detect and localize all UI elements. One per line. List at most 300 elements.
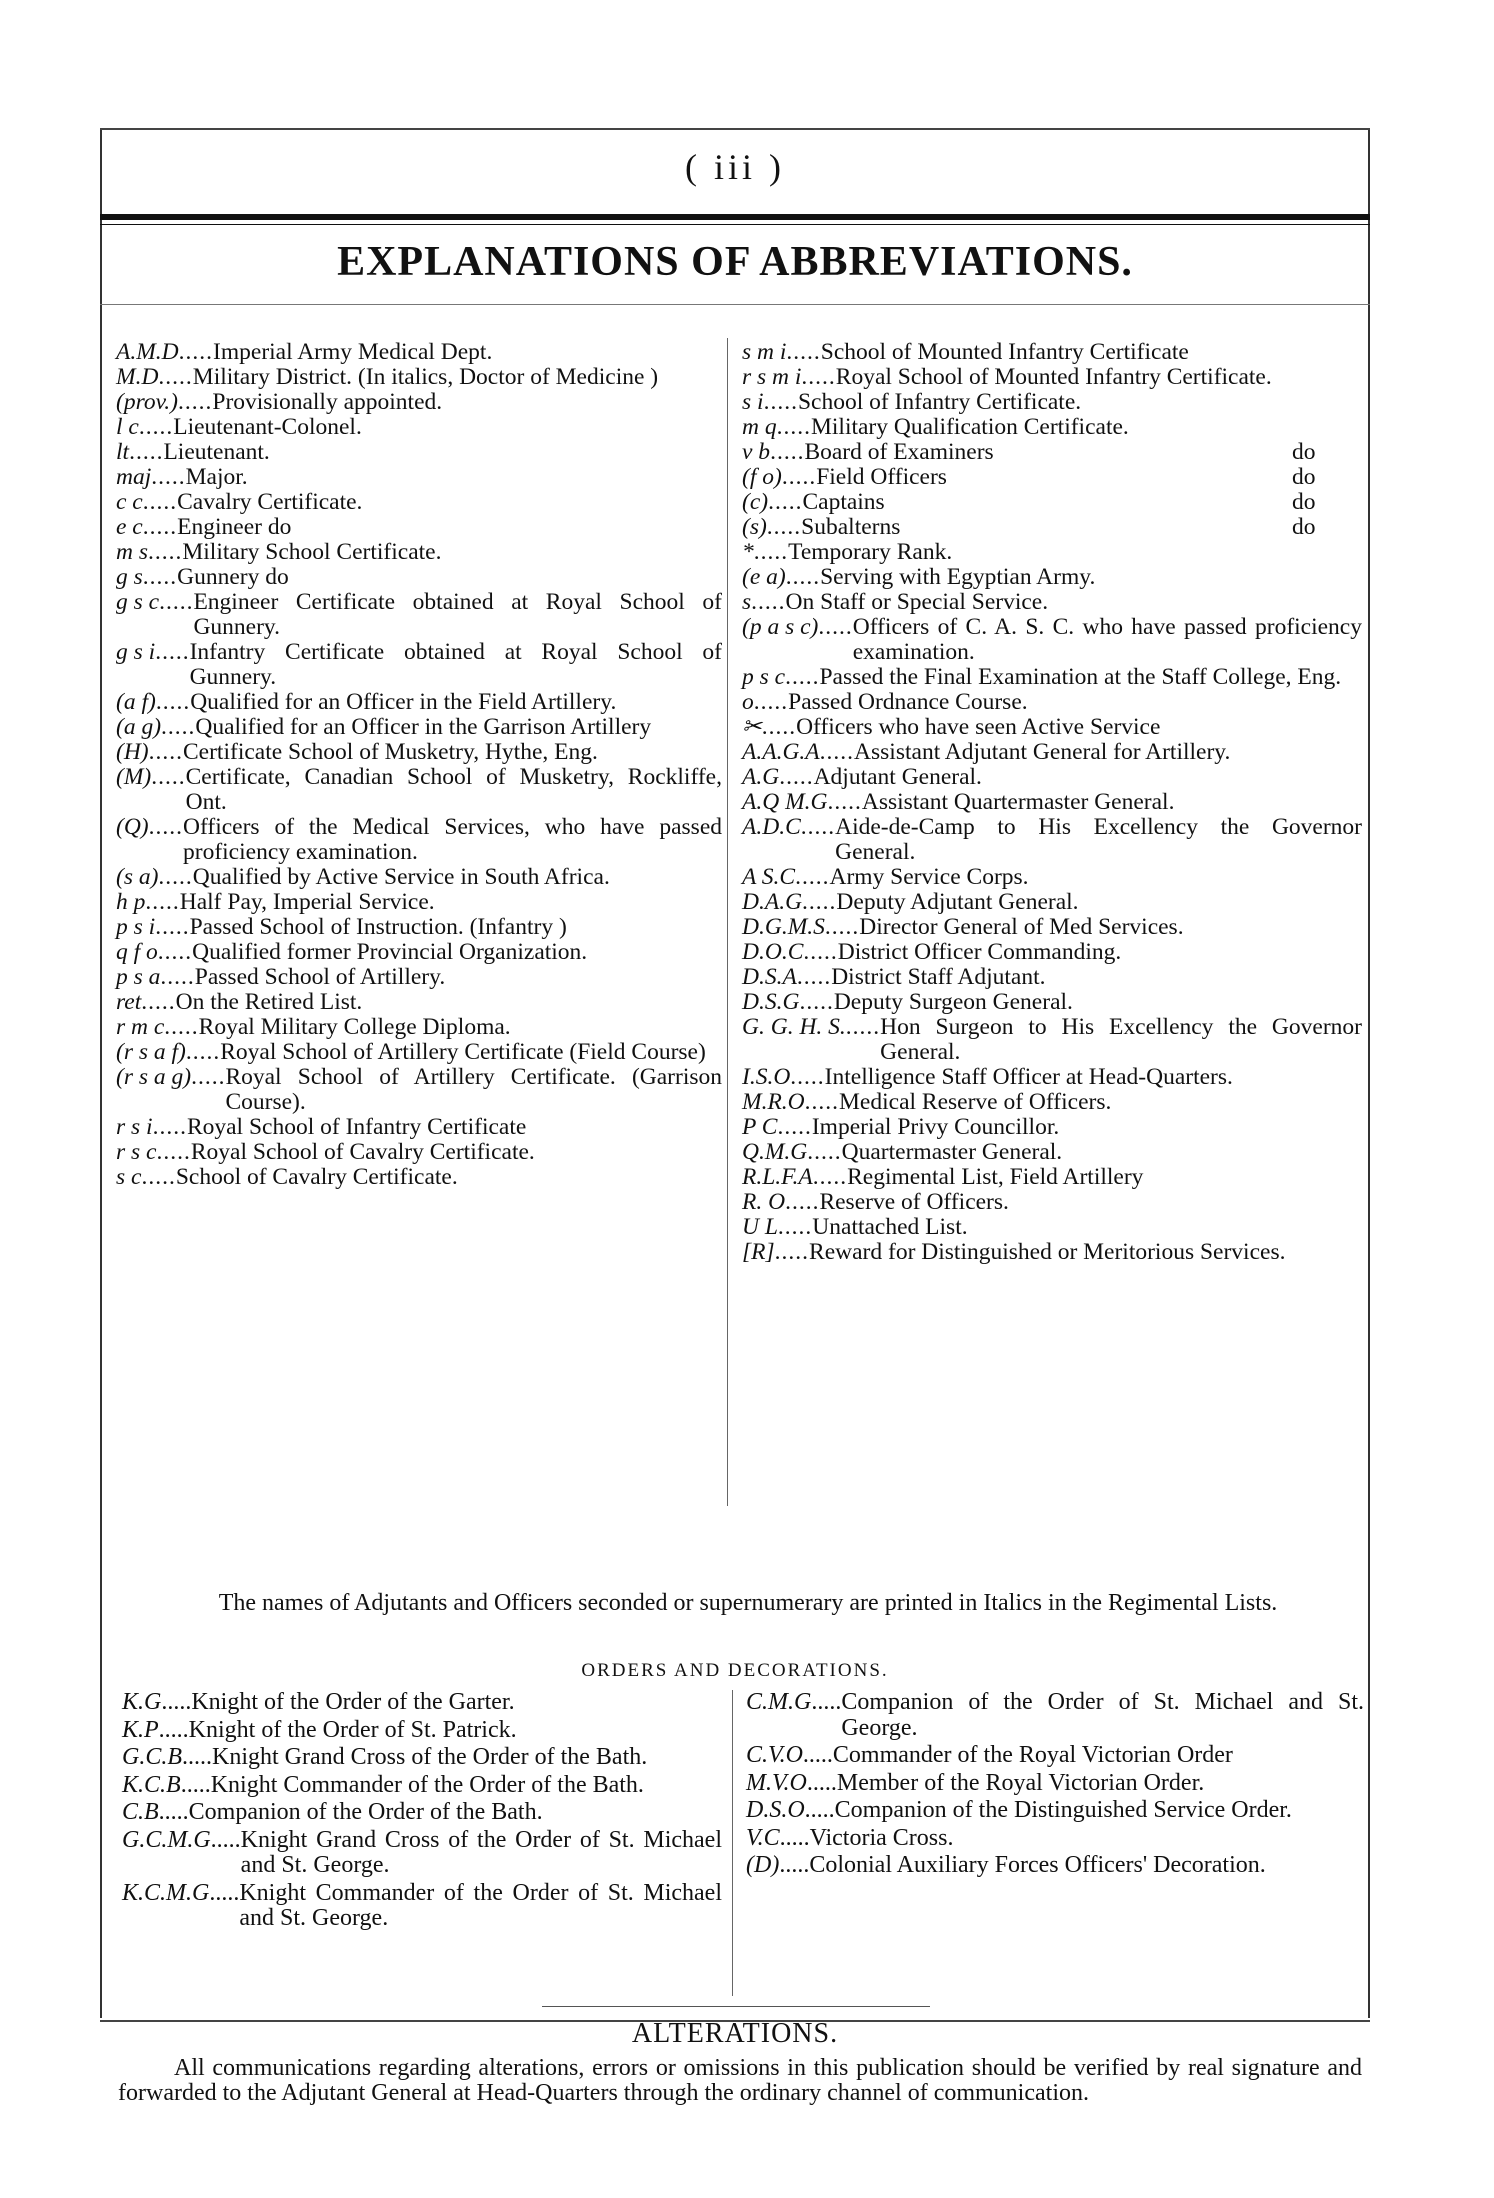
abbreviation: I.S.O [742, 1064, 791, 1090]
abbreviation: (e a) [742, 564, 786, 590]
ditto-mark: do [1292, 464, 1316, 490]
abbreviation-definition: Qualified former Provincial Organization. [192, 939, 588, 965]
abbreviation-entry [122, 1828, 722, 1879]
abbreviation: p s i [116, 914, 156, 940]
abbreviation-definition: Commander of the Royal Victorian Order [832, 1742, 1233, 1768]
abbreviation: G.C.M.G [122, 1826, 211, 1853]
abbreviation: M.V.O [746, 1769, 807, 1796]
abbreviation: r s c [116, 1139, 157, 1165]
abbreviation-entry [746, 1826, 1364, 1852]
column-separator [727, 338, 728, 1506]
leader-dots: ..... [777, 1114, 812, 1140]
leader-dots: ..... [804, 1089, 840, 1115]
abbreviation-definition: Captains [802, 489, 885, 515]
leader-dots: ..... [779, 1824, 810, 1851]
abbreviation: D.S.A [742, 964, 797, 990]
abbreviation-entry [746, 1798, 1364, 1824]
abbreviation-definition: Gunnery do [177, 564, 289, 590]
leader-dots: ..... [158, 364, 193, 390]
leader-dots: ..... [786, 339, 821, 365]
abbreviation-definition: Provisionally appointed. [212, 389, 443, 415]
abbreviation-entry [742, 715, 1362, 740]
abbreviation-definition: Assistant Adjutant General for Artillery. [854, 739, 1231, 765]
ditto-mark: do [1292, 489, 1316, 515]
abbreviation-definition: Royal Military College Diploma. [198, 1014, 511, 1040]
abbreviation-entry [742, 740, 1362, 765]
abbreviation: R. O [742, 1189, 786, 1215]
abbreviation-entry [122, 1718, 722, 1744]
leader-dots: ..... [148, 739, 183, 765]
orders-right-column [746, 1690, 1364, 1881]
header-rule-thin [100, 224, 1370, 225]
abbreviations-right-column [742, 340, 1362, 1265]
abbreviation: (a f) [116, 689, 156, 715]
abbreviation-entry [116, 640, 722, 690]
leader-dots: ..... [819, 739, 855, 765]
abbreviation-entry [742, 565, 1362, 590]
abbreviation-entry [746, 1853, 1364, 1879]
leader-dots: ..... [753, 689, 789, 715]
abbreviation-entry [116, 365, 722, 390]
abbreviation-entry [116, 740, 722, 765]
abbreviation: P C [742, 1114, 778, 1140]
abbreviation-entry [742, 865, 1362, 890]
abbreviation: V.C [746, 1824, 780, 1851]
abbreviation-entry [116, 515, 722, 540]
leader-dots: ..... [155, 914, 190, 940]
abbreviation-definition: School of Mounted Infantry Certificate [820, 339, 1189, 365]
leader-dots: ..... [845, 1014, 881, 1040]
top-border [100, 128, 1370, 130]
abbreviation-definition: Imperial Privy Councillor. [811, 1114, 1060, 1140]
abbreviation-entry [742, 590, 1362, 615]
abbreviation-entry [742, 765, 1362, 790]
abbreviation-entry [746, 1743, 1364, 1769]
abbreviation-entry [742, 615, 1362, 665]
leader-dots: ..... [158, 864, 193, 890]
abbreviation: (prov.) [116, 389, 178, 415]
orders-column-separator [732, 1690, 733, 1996]
abbreviation: r s i [116, 1114, 153, 1140]
leader-dots: ..... [785, 564, 821, 590]
abbreviation: A.A.G.A [742, 739, 820, 765]
abbreviation-definition: Royal School of Mounted Infantry Certificate. [835, 364, 1272, 390]
abbreviation-entry [742, 540, 1362, 565]
abbreviation-definition: Colonial Auxiliary Forces Officers' Decoration. [809, 1852, 1266, 1878]
leader-dots: ..... [774, 1239, 810, 1265]
abbreviation: D.A.G [742, 889, 803, 915]
abbreviation: v b [742, 439, 771, 465]
leader-dots: ..... [790, 1064, 825, 1090]
leader-dots: ..... [806, 1769, 837, 1796]
abbreviation-entry [742, 1190, 1362, 1215]
abbreviation-definition: Subalterns [801, 514, 901, 540]
abbreviation-entry [116, 940, 722, 965]
abbreviation-entry [122, 1745, 722, 1771]
abbreviation: K.C.B [122, 1771, 181, 1798]
leader-dots: ..... [802, 1742, 833, 1768]
alterations-text: All communications regarding alterations, errors or omissions in this publication should be verified by real signature and forwarded to the Adjutant General at Head-Quarters through the ordinary channel of communication. [118, 2055, 1362, 2106]
leader-dots: ..... [776, 414, 811, 440]
leader-dots: ..... [158, 1716, 189, 1743]
abbreviation-definition: Qualified by Active Service in South Africa. [192, 864, 610, 890]
leader-dots: ..... [824, 914, 860, 940]
abbreviation-definition: Knight Commander of the Order of the Bath. [210, 1771, 644, 1798]
leader-dots: ..... [777, 1214, 813, 1240]
leader-dots: ..... [770, 439, 805, 465]
leader-dots: ..... [158, 1799, 189, 1825]
title-rule [100, 304, 1370, 305]
abbreviation: G. G. H. S. [742, 1014, 846, 1040]
abbreviation-entry [742, 990, 1362, 1015]
leader-dots: ..... [766, 514, 802, 540]
leader-dots: ..... [182, 1744, 212, 1770]
abbreviation-definition: Officers of C. A. S. C. who have passed proficiency examination. [852, 614, 1362, 665]
abbreviation-definition: Victoria Cross. [809, 1824, 954, 1851]
abbreviation: (a g) [116, 714, 162, 740]
abbreviation-entry [116, 490, 722, 515]
abbreviation-entry [742, 815, 1362, 865]
leader-dots: ..... [210, 1826, 241, 1853]
abbreviation: A S.C [742, 864, 796, 890]
leader-dots: ..... [191, 1064, 226, 1090]
abbreviations-left-column [116, 340, 722, 1190]
abbreviation: o [742, 689, 754, 715]
abbreviation-entry [116, 865, 722, 890]
italics-note: The names of Adjutants and Officers seconded or supernumerary are printed in Italics in the Regimental Lists. [218, 1590, 1278, 1616]
page-number: ( iii ) [685, 147, 785, 187]
abbreviation-definition: Companion of the Distinguished Service Order. [834, 1797, 1292, 1823]
abbreviation: (Q) [116, 814, 149, 840]
abbreviation: q f o [116, 939, 158, 965]
abbreviation-definition: Military School Certificate. [182, 539, 442, 565]
abbreviation: g s i [116, 639, 156, 665]
abbreviation-entry [742, 365, 1362, 390]
abbreviation-definition: Qualified for an Officer in the Garrison Artillery [195, 714, 652, 740]
abbreviation-definition: Adjutant General. [813, 764, 982, 790]
abbreviation: D.S.G [742, 989, 800, 1015]
abbreviation-definition: Lieutenant-Colonel. [173, 414, 362, 440]
leader-dots: ..... [178, 389, 213, 415]
abbreviation-entry [116, 440, 722, 465]
abbreviation-definition: District Staff Adjutant. [831, 964, 1046, 990]
abbreviation-definition: Temporary Rank. [788, 539, 953, 565]
abbreviation-entry [742, 1140, 1362, 1165]
abbreviation-entry [742, 1240, 1362, 1265]
leader-dots: ..... [160, 964, 195, 990]
leader-dots: ..... [763, 389, 798, 415]
abbreviation-definition: Board of Examiners [804, 439, 994, 465]
abbreviation: C.B [122, 1799, 159, 1825]
abbreviation-entry [116, 1115, 722, 1140]
abbreviation-entry [116, 540, 722, 565]
abbreviation: (p a s c) [742, 614, 819, 640]
page-title: EXPLANATIONS OF ABBREVIATIONS. [337, 239, 1133, 285]
abbreviation: (s) [742, 514, 767, 540]
abbreviation-definition: Infantry Certificate obtained at Royal School of Gunnery. [189, 639, 722, 690]
leader-dots: ..... [812, 1164, 848, 1190]
abbreviation: M.D [116, 364, 159, 390]
leader-dots: ..... [145, 889, 180, 915]
abbreviation-definition: Royal School of Artillery Certificate (Field Course) [220, 1039, 706, 1065]
abbreviation-definition: Half Pay, Imperial Service. [179, 889, 435, 915]
leader-dots: ..... [781, 464, 817, 490]
leader-dots: ..... [804, 1797, 835, 1823]
abbreviation-entry [746, 1690, 1364, 1741]
ditto-mark: do [1292, 514, 1316, 540]
abbreviation-definition: Officers who have seen Active Service [796, 714, 1161, 740]
abbreviation-entry [742, 1115, 1362, 1140]
leader-dots: ..... [141, 989, 176, 1015]
abbreviation-entry [122, 1690, 722, 1716]
abbreviation-entry [116, 465, 722, 490]
abbreviation: ✂ [742, 714, 762, 740]
abbreviation-definition: School of Cavalry Certificate. [175, 1164, 458, 1190]
abbreviation-entry [746, 1771, 1364, 1797]
abbreviation-definition: Reserve of Officers. [819, 1189, 1009, 1215]
abbreviation-definition: Serving with Egyptian Army. [820, 564, 1096, 590]
leader-dots: ..... [209, 1879, 240, 1906]
abbreviation-definition: Certificate School of Musketry, Hythe, Eng. [183, 739, 598, 765]
abbreviation: * [742, 539, 754, 565]
abbreviation-entry [116, 1040, 722, 1065]
abbreviation-definition: Certificate, Canadian School of Musketry, Rockliffe, Ont. [185, 764, 722, 815]
abbreviation-definition: On the Retired List. [175, 989, 363, 1015]
abbreviation: p s c [742, 664, 786, 690]
abbreviation-entry [116, 1065, 722, 1115]
abbreviation-definition: Military District. (In italics, Doctor of Medicine ) [192, 364, 659, 390]
abbreviation-definition: Imperial Army Medical Dept. [213, 339, 493, 365]
abbreviation: C.V.O [746, 1742, 803, 1768]
abbreviation-definition: Companion of the Order of the Bath. [188, 1799, 543, 1825]
abbreviation-entry [116, 415, 722, 440]
leader-dots: ..... [779, 764, 814, 790]
leader-dots: ..... [818, 614, 853, 640]
abbreviation: (f o) [742, 464, 782, 490]
abbreviation-entry [742, 1165, 1362, 1190]
abbreviation: (M) [116, 764, 152, 790]
abbreviation-entry [742, 1090, 1362, 1115]
abbreviation-definition: Passed School of Artillery. [194, 964, 446, 990]
leader-dots: ..... [142, 564, 178, 590]
leader-dots: ..... [785, 664, 820, 690]
leader-dots: ..... [138, 414, 174, 440]
abbreviation: D.G.M.S [742, 914, 825, 940]
abbreviation: s i [742, 389, 764, 415]
abbreviation-entry [116, 340, 722, 365]
abbreviation: C.M.G [746, 1689, 812, 1715]
leader-dots: ..... [148, 539, 183, 565]
leader-dots: ..... [795, 864, 830, 890]
leader-dots: ..... [803, 939, 838, 965]
abbreviation-definition: Royal School of Cavalry Certificate. [190, 1139, 535, 1165]
abbreviation-entry [116, 690, 722, 715]
abbreviation-definition: Aide-de-Camp to His Excellency the Governor General. [835, 814, 1362, 865]
abbreviation: (c) [742, 489, 769, 515]
abbreviation: A.G [742, 764, 780, 790]
leader-dots: ..... [159, 589, 194, 615]
abbreviation-definition: Army Service Corps. [829, 864, 1029, 890]
abbreviation: (r s a f) [116, 1039, 186, 1065]
leader-dots: ..... [152, 1114, 187, 1140]
abbreviation-definition: Knight of the Order of St. Patrick. [188, 1716, 517, 1743]
leader-dots: ..... [802, 889, 837, 915]
abbreviation-definition: Knight Grand Cross of the Order of St. Michael and St. George. [240, 1826, 722, 1878]
abbreviation-entry [742, 1015, 1362, 1065]
abbreviation: g s [116, 564, 143, 590]
abbreviation: g s c [116, 589, 160, 615]
abbreviation-definition: Intelligence Staff Officer at Head-Quarters. [824, 1064, 1233, 1090]
abbreviation-definition: On Staff or Special Service. [785, 589, 1049, 615]
abbreviation-entry [122, 1881, 722, 1932]
abbreviation-entry [742, 790, 1362, 815]
abbreviation-definition: Royal School of Infantry Certificate [186, 1114, 527, 1140]
abbreviation: m q [742, 414, 777, 440]
abbreviation-definition: Reward for Distinguished or Meritorious Services. [809, 1239, 1286, 1265]
abbreviation-entry [742, 915, 1362, 940]
abbreviation: D.O.C [742, 939, 804, 965]
abbreviation-definition: Companion of the Order of St. Michael and St. George. [841, 1689, 1364, 1741]
abbreviation: (s a) [116, 864, 159, 890]
abbreviation: l c [116, 414, 139, 440]
abbreviation: c c [116, 489, 143, 515]
abbreviation-entry [742, 665, 1362, 690]
abbreviation: s [742, 589, 752, 615]
orders-left-column [122, 1690, 722, 1934]
abbreviation: r m c [116, 1014, 165, 1040]
leader-dots: ..... [785, 1189, 820, 1215]
abbreviation-definition: Member of the Royal Victorian Order. [836, 1769, 1205, 1796]
leader-dots: ..... [142, 514, 178, 540]
abbreviation: K.G [122, 1689, 162, 1715]
abbreviation-definition: District Officer Commanding. [837, 939, 1122, 965]
abbreviation-entry [742, 490, 1362, 515]
abbreviation-entry [116, 765, 722, 815]
abbreviation-entry [122, 1773, 722, 1799]
abbreviation: D.S.O [746, 1797, 805, 1823]
abbreviation-entry [116, 965, 722, 990]
abbreviation: ret [116, 989, 142, 1015]
abbreviation: U L [742, 1214, 778, 1240]
abbreviation-entry [116, 390, 722, 415]
leader-dots: ..... [155, 639, 190, 665]
leader-dots: ..... [164, 1014, 199, 1040]
abbreviation-definition: Qualified for an Officer in the Field Artillery. [190, 689, 617, 715]
leader-dots: ..... [801, 364, 836, 390]
abbreviation-definition: Deputy Adjutant General. [836, 889, 1079, 915]
abbreviation: r s m i [742, 364, 802, 390]
leader-dots: ..... [142, 489, 178, 515]
abbreviation-entry [742, 1215, 1362, 1240]
abbreviation-definition: Knight Grand Cross of the Order of the Bath. [212, 1744, 648, 1770]
abbreviation: e c [116, 514, 143, 540]
abbreviation-entry [742, 465, 1362, 490]
abbreviation-entry [742, 340, 1362, 365]
header-rule-thick [100, 214, 1370, 220]
abbreviation-entry [116, 915, 722, 940]
abbreviation-definition: Military Qualification Certificate. [810, 414, 1129, 440]
abbreviation-entry [116, 890, 722, 915]
abbreviation-definition: Medical Reserve of Officers. [839, 1089, 1112, 1115]
leader-dots: ..... [751, 589, 786, 615]
leader-dots: ..... [141, 1164, 176, 1190]
abbreviation-definition: Quartermaster General. [841, 1139, 1063, 1165]
abbreviation: A.Q M.G [742, 789, 828, 815]
leader-dots: ..... [753, 539, 789, 565]
abbreviation: lt [116, 439, 130, 465]
abbreviation: R.L.F.A [742, 1164, 813, 1190]
leader-dots: ..... [161, 714, 196, 740]
bottom-border [100, 2020, 1370, 2022]
abbreviation: s c [116, 1164, 142, 1190]
abbreviation: (H) [116, 739, 149, 765]
abbreviation-definition: School of Infantry Certificate. [797, 389, 1082, 415]
abbreviation-definition: Engineer Certificate obtained at Royal School of Gunnery. [193, 589, 722, 640]
abbreviation-definition: Field Officers [816, 464, 947, 490]
leader-dots: ..... [157, 939, 193, 965]
leader-dots: ..... [807, 1139, 842, 1165]
abbreviation: h p [116, 889, 146, 915]
abbreviation: G.C.B [122, 1744, 182, 1770]
abbreviation: K.P [122, 1716, 159, 1743]
abbreviation: maj [116, 464, 152, 490]
abbreviation-entry [742, 690, 1362, 715]
abbreviation-entry [742, 415, 1362, 440]
abbreviation: s m i [742, 339, 787, 365]
abbreviation-entry [116, 1165, 722, 1190]
abbreviation-entry [116, 590, 722, 640]
leader-dots: ..... [799, 989, 834, 1015]
abbreviation-entry [116, 990, 722, 1015]
abbreviation-entry [742, 890, 1362, 915]
abbreviation-entry [742, 1065, 1362, 1090]
abbreviation-entry [116, 715, 722, 740]
abbreviation: Q.M.G [742, 1139, 808, 1165]
abbreviation-definition: Officers of the Medical Services, who have passed proficiency examination. [183, 814, 722, 865]
leader-dots: ..... [155, 689, 191, 715]
abbreviation: m s [116, 539, 148, 565]
leader-dots: ..... [185, 1039, 221, 1065]
abbreviation-definition: Royal School of Artillery Certificate. (Garrison Course). [225, 1064, 722, 1115]
abbreviation-entry [116, 1015, 722, 1040]
abbreviation-definition: Cavalry Certificate. [177, 489, 363, 515]
abbreviation: [R] [742, 1239, 775, 1265]
abbreviation: K.C.M.G [122, 1879, 210, 1906]
abbreviation-entry [116, 815, 722, 865]
abbreviation-entry [116, 565, 722, 590]
leader-dots: ..... [768, 489, 803, 515]
leader-dots: ..... [151, 464, 186, 490]
abbreviation-definition: Director General of Med Services. [859, 914, 1184, 940]
abbreviation-entry [742, 515, 1362, 540]
orders-rule [542, 2006, 930, 2007]
leader-dots: ..... [148, 814, 183, 840]
page-frame [100, 128, 1370, 2106]
leader-dots: ..... [779, 1852, 810, 1878]
abbreviation: p s a [116, 964, 161, 990]
abbreviation-entry [742, 440, 1362, 465]
abbreviation-definition: Knight Commander of the Order of St. Michael and St. George. [239, 1879, 722, 1931]
abbreviation-definition: Engineer do [177, 514, 292, 540]
leader-dots: ..... [800, 814, 836, 840]
ditto-mark: do [1292, 439, 1316, 465]
abbreviation: A.M.D [116, 339, 179, 365]
leader-dots: ..... [129, 439, 164, 465]
abbreviation-definition: Knight of the Order of the Garter. [191, 1689, 515, 1715]
abbreviation-entry [742, 940, 1362, 965]
abbreviation-definition: Regimental List, Field Artillery [847, 1164, 1144, 1190]
abbreviation-entry [122, 1800, 722, 1826]
